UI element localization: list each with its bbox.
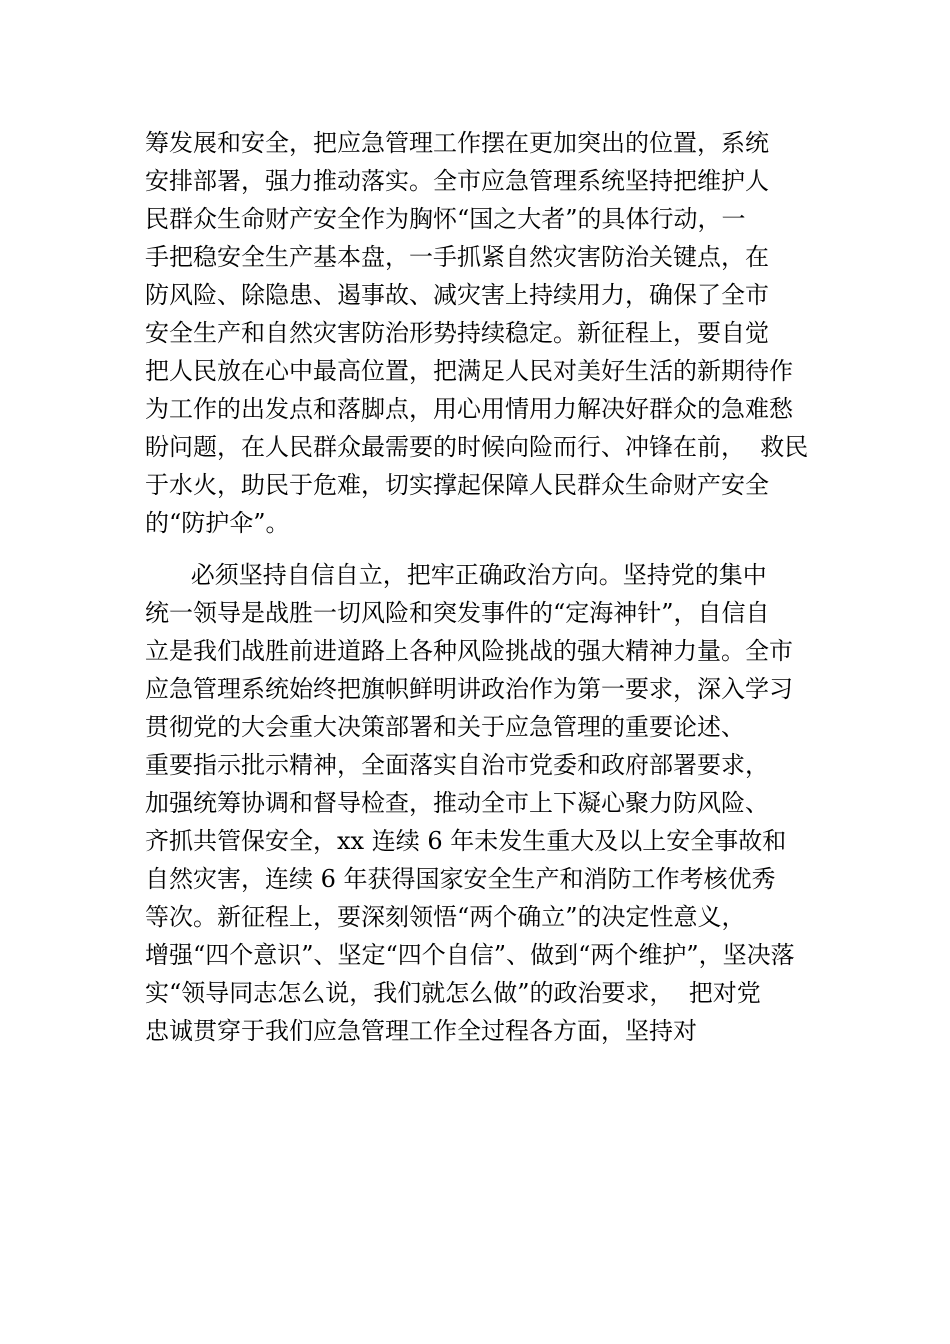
text-line: 齐抓共管保安全，xx 连续 6 年未发生重大及以上安全事故和 <box>145 827 787 855</box>
text-line: 把人民放在心中最高位置，把满足人民对美好生活的新期待作 <box>145 357 793 385</box>
paragraph-2 <box>145 556 845 1050</box>
text-line: 等次。新征程上，要深刻领悟“两个确立”的决定性意义， <box>145 903 746 931</box>
text-line: 实“领导同志怎么说，我们就怎么做”的政治要求， 把对党 <box>145 979 761 1007</box>
text-line: 盼问题，在人民群众最需要的时候向险而行、冲锋在前， 救民 <box>145 433 809 461</box>
text-line: 应急管理系统始终把旗帜鲜明讲政治作为第一要求，深入学习 <box>145 675 793 703</box>
text-line: 必须坚持自信自立，把牢正确政治方向。坚持党的集中 <box>145 561 767 589</box>
text-line: 安全生产和自然灾害防治形势持续稳定。新征程上，要自觉 <box>145 319 769 347</box>
text-line: 统一领导是战胜一切风险和突发事件的“定海神针”，自信自 <box>145 599 770 627</box>
text-line: 重要指示批示精神，全面落实自治市党委和政府部署要求， <box>145 751 769 779</box>
text-line: 手把稳安全生产基本盘，一手抓紧自然灾害防治关键点，在 <box>145 243 769 271</box>
paragraph-spacer <box>145 542 845 556</box>
text-line: 立是我们战胜前进道路上各种风险挑战的强大精神力量。全市 <box>145 637 793 665</box>
paragraph-1 <box>145 124 845 542</box>
text-line: 自然灾害，连续 6 年获得国家安全生产和消防工作考核优秀 <box>145 865 776 893</box>
text-line: 筹发展和安全，把应急管理工作摆在更加突出的位置，系统 <box>145 129 769 157</box>
text-line: 贯彻党的大会重大决策部署和关于应急管理的重要论述、 <box>145 713 745 741</box>
text-line: 于水火，助民于危难，切实撑起保障人民群众生命财产安全 <box>145 471 769 499</box>
body-text <box>145 124 845 1050</box>
text-line: 的“防护伞”。 <box>145 509 290 537</box>
text-line: 民群众生命财产安全作为胸怀“国之大者”的具体行动，一 <box>145 205 746 233</box>
text-line: 安排部署，强力推动落实。全市应急管理系统坚持把维护人 <box>145 167 769 195</box>
text-line: 忠诚贯穿于我们应急管理工作全过程各方面，坚持对 <box>145 1017 697 1045</box>
text-line: 为工作的出发点和落脚点，用心用情用力解决好群众的急难愁 <box>145 395 793 423</box>
text-line: 增强“四个意识”、坚定“四个自信”、做到“两个维护”，坚决落 <box>145 941 795 969</box>
text-line: 加强统筹协调和督导检查，推动全市上下凝心聚力防风险、 <box>145 789 769 817</box>
text-line: 防风险、除隐患、遏事故、减灾害上持续用力，确保了全市 <box>145 281 769 309</box>
